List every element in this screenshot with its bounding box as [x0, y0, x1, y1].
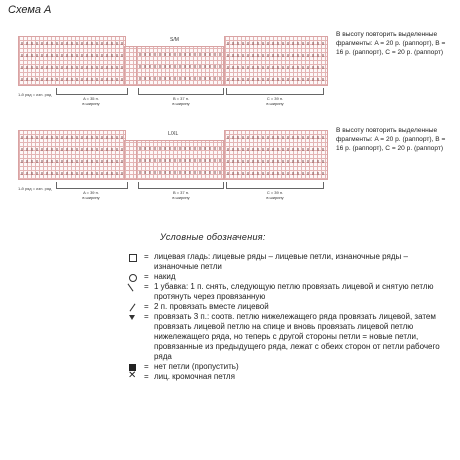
legend-equals: =: [144, 252, 149, 261]
legend-text: провязать 3 п.: соотв. петлю нижележащего ряда провязать лицевой, затем провязать лицевой петлю на спице и вновь провязать лицевой петлю нижележащего ряда, но теперь с другой стороны петли = новые петли, провязанные из предыдущего ряда, лежат с обеих сторон от петли рабочего ряда: [154, 312, 440, 361]
bracket-b: [138, 88, 224, 95]
legend-equals: =: [144, 282, 149, 291]
stitch-row: [227, 136, 325, 139]
stitch-row: [21, 42, 123, 45]
width-label-c: [250, 190, 300, 200]
repeat-note-s-m: В высоту повторить выделенные фрагменты: A = 20 р. (раппорт), B = 16 р. (раппорт), C = 20 р. (раппорт): [336, 31, 446, 56]
legend-item: [124, 252, 454, 272]
stitch-row: [21, 66, 123, 69]
width-unit: в ширину: [82, 195, 100, 200]
circle-icon: [124, 272, 144, 282]
width-label-b: [156, 190, 206, 200]
size-label: L/XL: [168, 131, 179, 137]
first-row-label: 1-й ряд = изн. ряд: [18, 186, 52, 191]
legend: [124, 252, 454, 382]
width-label-b: [156, 96, 206, 106]
knitting-chart-l-xl: [18, 130, 326, 202]
size-label: S/M: [170, 37, 179, 43]
repeat-note-l-xl: В высоту повторить выделенные фрагменты: A = 20 р. (раппорт), B = 16 р. (раппорт), C = 20 р. (раппорт): [336, 127, 446, 152]
legend-item: [124, 302, 454, 312]
legend-item: [124, 372, 454, 382]
stitch-row: [21, 78, 123, 81]
legend-equals: =: [144, 302, 149, 311]
stitch-row: [227, 54, 325, 57]
stitch-row: [227, 42, 325, 45]
width-value: B = 37 п.: [172, 96, 190, 101]
knitting-chart-s-m: [18, 36, 326, 108]
width-value: A = 39 п.: [83, 190, 99, 195]
stitch-row: [227, 172, 325, 175]
stitch-row: [139, 53, 221, 56]
bracket-a: [56, 88, 128, 95]
legend-text: 1 убавка: 1 п. снять, следующую петлю провязать лицевой и снятую петлю протянуть через провязанную: [154, 282, 434, 301]
legend-text: лиц. кромочная петля: [154, 372, 235, 381]
stitch-row: [21, 136, 123, 139]
legend-item: [124, 362, 454, 372]
legend-item: [124, 272, 454, 282]
width-value: C = 39 п.: [266, 190, 284, 195]
stitch-row: [139, 159, 221, 162]
stitch-row: [227, 160, 325, 163]
legend-title: Условные обозначения:: [160, 232, 266, 242]
width-unit: в ширину: [172, 195, 190, 200]
stitch-row: [21, 148, 123, 151]
width-label-a: [66, 96, 116, 106]
width-unit: в ширину: [172, 101, 190, 106]
stitch-row: [139, 77, 221, 80]
stitch-row: [21, 160, 123, 163]
chart-section-left: [18, 36, 126, 86]
width-unit: в ширину: [82, 101, 100, 106]
legend-equals: =: [144, 312, 149, 321]
legend-equals: =: [144, 372, 149, 381]
legend-text: лицевая гладь: лицевые ряды – лицевые петли, изнаночные ряды – изнаночные петли: [154, 252, 408, 271]
cross-icon: ✕: [128, 370, 137, 381]
width-value: B = 37 п.: [172, 190, 190, 195]
triangle-icon: [124, 312, 144, 322]
bracket-a: [56, 182, 128, 189]
stitch-row: [227, 66, 325, 69]
bracket-c: [226, 182, 324, 189]
width-label-c: [250, 96, 300, 106]
width-value: C = 39 п.: [266, 96, 284, 101]
stitch-row: [21, 172, 123, 175]
legend-equals: =: [144, 272, 149, 281]
legend-item: [124, 312, 454, 362]
empty-square-icon: [124, 252, 144, 262]
chart-section-right: [224, 36, 328, 86]
stitch-row: [139, 171, 221, 174]
width-unit: в ширину: [266, 195, 284, 200]
bracket-b: [138, 182, 224, 189]
stitch-row: [139, 147, 221, 150]
legend-text: накид: [154, 272, 176, 281]
chart-section-middle: [136, 46, 224, 86]
first-row-label: 1-й ряд = изн. ряд: [18, 92, 52, 97]
stitch-row: [227, 78, 325, 81]
chart-section-left: [18, 130, 126, 180]
slash-icon: [124, 302, 144, 312]
width-label-a: [66, 190, 116, 200]
legend-equals: =: [144, 362, 149, 371]
width-value: A = 35 п.: [83, 96, 99, 101]
stitch-row: [139, 65, 221, 68]
chart-section-right: [224, 130, 328, 180]
bracket-c: [226, 88, 324, 95]
width-unit: в ширину: [266, 101, 284, 106]
legend-text: 2 п. провязать вместе лицевой: [154, 302, 269, 311]
legend-item: [124, 282, 454, 302]
legend-text: нет петли (пропустить): [154, 362, 239, 371]
stitch-row: [227, 148, 325, 151]
chart-section-middle: [136, 140, 224, 180]
stitch-row: [21, 54, 123, 57]
backslash-icon: [124, 282, 144, 292]
scheme-title: Схема А: [8, 4, 52, 16]
